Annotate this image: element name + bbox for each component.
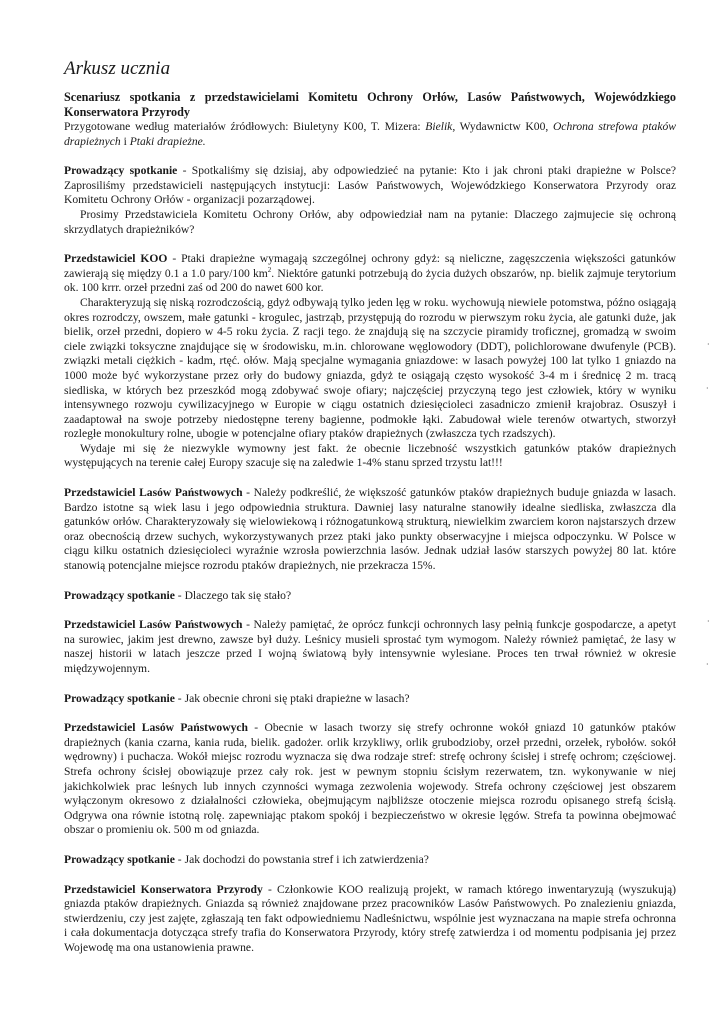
scan-speck: · — [707, 340, 710, 349]
dialogue-block-3 — [64, 486, 676, 574]
speech-text: - Ptaki drapieżne wymagają szczególnej ochrony gdyż: są nieliczne, zagęszczenia większości gatunków zawierają się między 0.1 a 1.0 pary/100 km — [64, 252, 677, 280]
paragraph: Prosimy Przedstawiciela Komitetu Ochrony Orłów, aby odpowiedział nam na pytanie: Dlaczego zajmujecie się ochroną skrzydlatych drapieżników? — [64, 207, 676, 236]
speaker-label: Prowadzący spotkanie — [64, 852, 175, 866]
paragraph — [64, 721, 676, 838]
paragraph — [64, 853, 676, 868]
speaker-label: Prowadzący spotkanie — [64, 691, 175, 705]
source-title-ochrona: Ochrona strefowa ptaków drapieżnych — [64, 120, 677, 148]
speaker-label: Przedstawiciel Konserwatora Przyrody — [64, 882, 263, 896]
scan-speck: · — [706, 660, 709, 669]
dialogue-block-6 — [64, 692, 676, 707]
paragraph — [64, 164, 676, 208]
source-middle: Wydawnictw K00, — [455, 120, 553, 133]
source-conjunction: i — [120, 134, 130, 148]
paragraph: Wydaje mi się że niezwykle wymowny jest fakt. że obecnie liczebność wszystkich gatunków ptaków drapieżnych występujących na terenie całej Europy szacuje się na zaledwie 1-4% stanu sprzed trzystu lat!!! — [64, 441, 676, 470]
speech-text: - Spotkaliśmy się dzisiaj, aby odpowiedzieć na pytanie: Kto i jak chroni ptaki drapieżne w Polsce? Zaprosiliśmy przedstawicieli następujących instytucji: Lasów Państwowych, Wojewódzkiego Konserwatora Przyrody oraz Komitetu Ochrony Orłów - organizacji pozarządowej. — [64, 164, 676, 207]
speaker-label: Przedstawiciel KOO — [64, 252, 168, 266]
speaker-label: Prowadzący spotkanie — [64, 164, 178, 178]
speech-text: - Jak dochodzi do powstania stref i ich zatwierdzenia? — [174, 852, 429, 866]
speaker-label: Przedstawiciel Lasów Państwowych — [64, 721, 248, 735]
document-title: Scenariusz spotkania z przedstawicielami Komitetu Ochrony Orłów, Lasów Państwowych, Wojewódzkiego Konserwatora Przyrody — [64, 90, 676, 119]
source-note — [64, 120, 676, 149]
sheet-title: Arkusz ucznia — [64, 58, 171, 79]
source-prefix: Przygotowane według materiałów źródłowych: Biuletyny K00, T. Mizera: — [64, 120, 426, 133]
paragraph — [64, 486, 676, 574]
speaker-label: Przedstawiciel Lasów Państwowych — [64, 618, 243, 632]
paragraph — [64, 883, 676, 956]
speech-text: - Obecnie w lasach tworzy się strefy ochronne wokół gniazd 10 gatunków ptaków drapieżnych (kania czarna, kania ruda, bielik. gadożer. orlik krzykliwy, orlik grubodzioby, orzeł przedni, orzełek, rybołów. sokół wędrowny) i puchacza. Wokół miejsc rozrodu wyznacza się dwa rodzaje stref: strefę ochrony ścisłej i strefę ochrom; częściowej. Strefa ochrony ścisłej obowiązuje przez cały rok. jest w pewnym stopniu ścisłym rezerwatem, tzn. wykonywanie w niej jakichkolwiek prac leśnych lub innych czynności wymaga zezwolenia wojewody. Strefa ochrony częściowej jest obszarem wyłączonym okresowo z działalności człowieka, obejmującym najbliższe otoczenie miejsca rozrodu opisanego strefą ścisłą. Odgrywa ona równie istotną rolę. zapewniając ptakom spokój i bezpieczeństwo w okresie lęgów. Strefa ta powinna obejmować obszar o promieniu ok. 500 m od gniazda. — [64, 721, 676, 837]
source-title-bielik: Bielik, — [425, 120, 456, 133]
speaker-label: Przedstawiciel Lasów Państwowych — [64, 486, 243, 500]
speech-text: - Członkowie KOO realizują projekt, w ramach którego inwentaryzują (wyszukują) gniazda ptaków drapieżnych. Gniazda są również znajdowane przez pracowników Lasów Państwowych. Po znalezieniu gniazda, stwierdzeniu, czy jest zajęte, zgłaszają ten fakt odpowiedniemu Nadleśnictwu, wspólnie jest wyznaczana na mapie strefa ochronna i cała dokumentacja dotycząca strefy trafia do Konserwatora Przyrody, który strefę zatwierdza i od momentu podpisania jej przez Wojewodę ma ona ustanowienia prawne. — [64, 882, 677, 954]
scan-speck: · — [706, 384, 709, 393]
dialogue-block-2 — [64, 252, 676, 471]
speech-text: . Niektóre gatunki potrzebują do życia dużych obszarów, np. bielik zajmuje terytorium ok. 100 krrr. orzeł przedni zaś od 200 do nawet 600 kor. — [64, 266, 676, 295]
speaker-label: Prowadzący spotkanie — [64, 588, 175, 602]
speech-text: - Dlaczego tak się stało? — [174, 588, 292, 602]
speech-text: - Należy podkreślić, że większość gatunków ptaków drapieżnych buduje gniazda w lasach. Bardzo istotne są wiek lasu i jego odpowiednia struktura. Dawniej lasy naturalne stanowiły idealne siedliska, zwłaszcza dla gatunków orłów. Charakteryzowały się wielowiekową i różnogatunkową strukturą, niewielkim zwarciem koron najstarszych drzew oraz obecnością drzew suchych, wykorzystywanych przez ptaki jako punkty obserwacyjne i miejsca odpoczynku. W Polsce w ciągu kilku ostatnich dziesięcioleci wyraźnie wzrosła powierzchnia lasów. Jednak udział lasów starszych powyżej 80 lat. które stanowią potencjalne miejsce rozrodu ptaków drapieżnych, nie przekracza 15%. — [64, 486, 676, 573]
paragraph — [64, 252, 676, 296]
dialogue-block-8 — [64, 853, 676, 868]
speech-text: - Należy pamiętać, że oprócz funkcji ochronnych lasy pełnią funkcje gospodarcze, a apetyt na surowiec, jakim jest drewno, zawsze był duży. Leśnicy musieli sprostać tym wymogom. Należy również pamiętać, że lasy w naszej historii w latach jeszcze przed I wojną światową były intensywnie wylesiane. Proces ten trwał również w okresie międzywojennym. — [64, 618, 677, 675]
worksheet-page — [64, 58, 676, 956]
source-title-ptaki: Ptaki drapieżne. — [129, 134, 206, 148]
scan-speck: · — [707, 617, 710, 626]
paragraph: Charakteryzują się niską rozrodczością, gdyż odbywają tylko jeden lęg w roku. wychowują niewiele potomstwa, późno osiągają okres rozrodczy, owszem, małe gatunki - krogulec, jastrząb, przystępują do rozrodu w pierwszym roku życia, ale gatunki duże, jak bielik, orzeł przedni, dopiero w 4-5 roku życia. Z racji tego. że znajdują się na szczycie piramidy troficznej, gromadzą w swoim ciele związki toksyczne znajdujące się w środowisku, m.in. chlorowane węglowodory (DDT), polichlorowane dwufenyle (PCB). związki metali ciężkich - kadm, rtęć. ołów. Mają specjalne wymagania gniazdowe: w lasach powyżej 100 lat tylko 1 gniazdo na 1000 może być wykorzystane przez orły do budowy gniazda, gdyż te osiągają często wysokość 3-4 m i średnicę 2 m. tracą siedliska, w których bez przeszkód mogą zdobywać swoje ofiary; najczęściej przyczyną tego jest człowiek, który w wyniku intensywnego rozwoju cywilizacyjnego w Europie w ciągu ostatnich dziesięcioleci zasadniczo zmienił krajobraz. Osuszył i zaadaptował na swoje potrzeby niedostępne tereny bagienne, podmokłe łąki. Zabudował wiele terenów otwartych, stworzył rozległe monokultury rolne, ubogie w potencjalne ofiary ptaków drapieżnych (zwłaszcza tych rzadszych). — [64, 295, 676, 441]
speech-text: - Jak obecnie chroni się ptaki drapieżne w lasach? — [174, 691, 410, 705]
paragraph — [64, 692, 676, 707]
paragraph — [64, 589, 676, 604]
superscript: 2 — [267, 265, 272, 274]
dialogue-block-7 — [64, 721, 676, 838]
dialogue-block-5 — [64, 618, 676, 676]
paragraph — [64, 618, 676, 676]
dialogue-block-4 — [64, 589, 676, 604]
dialogue-block-9 — [64, 883, 676, 956]
dialogue-block-1 — [64, 164, 676, 237]
